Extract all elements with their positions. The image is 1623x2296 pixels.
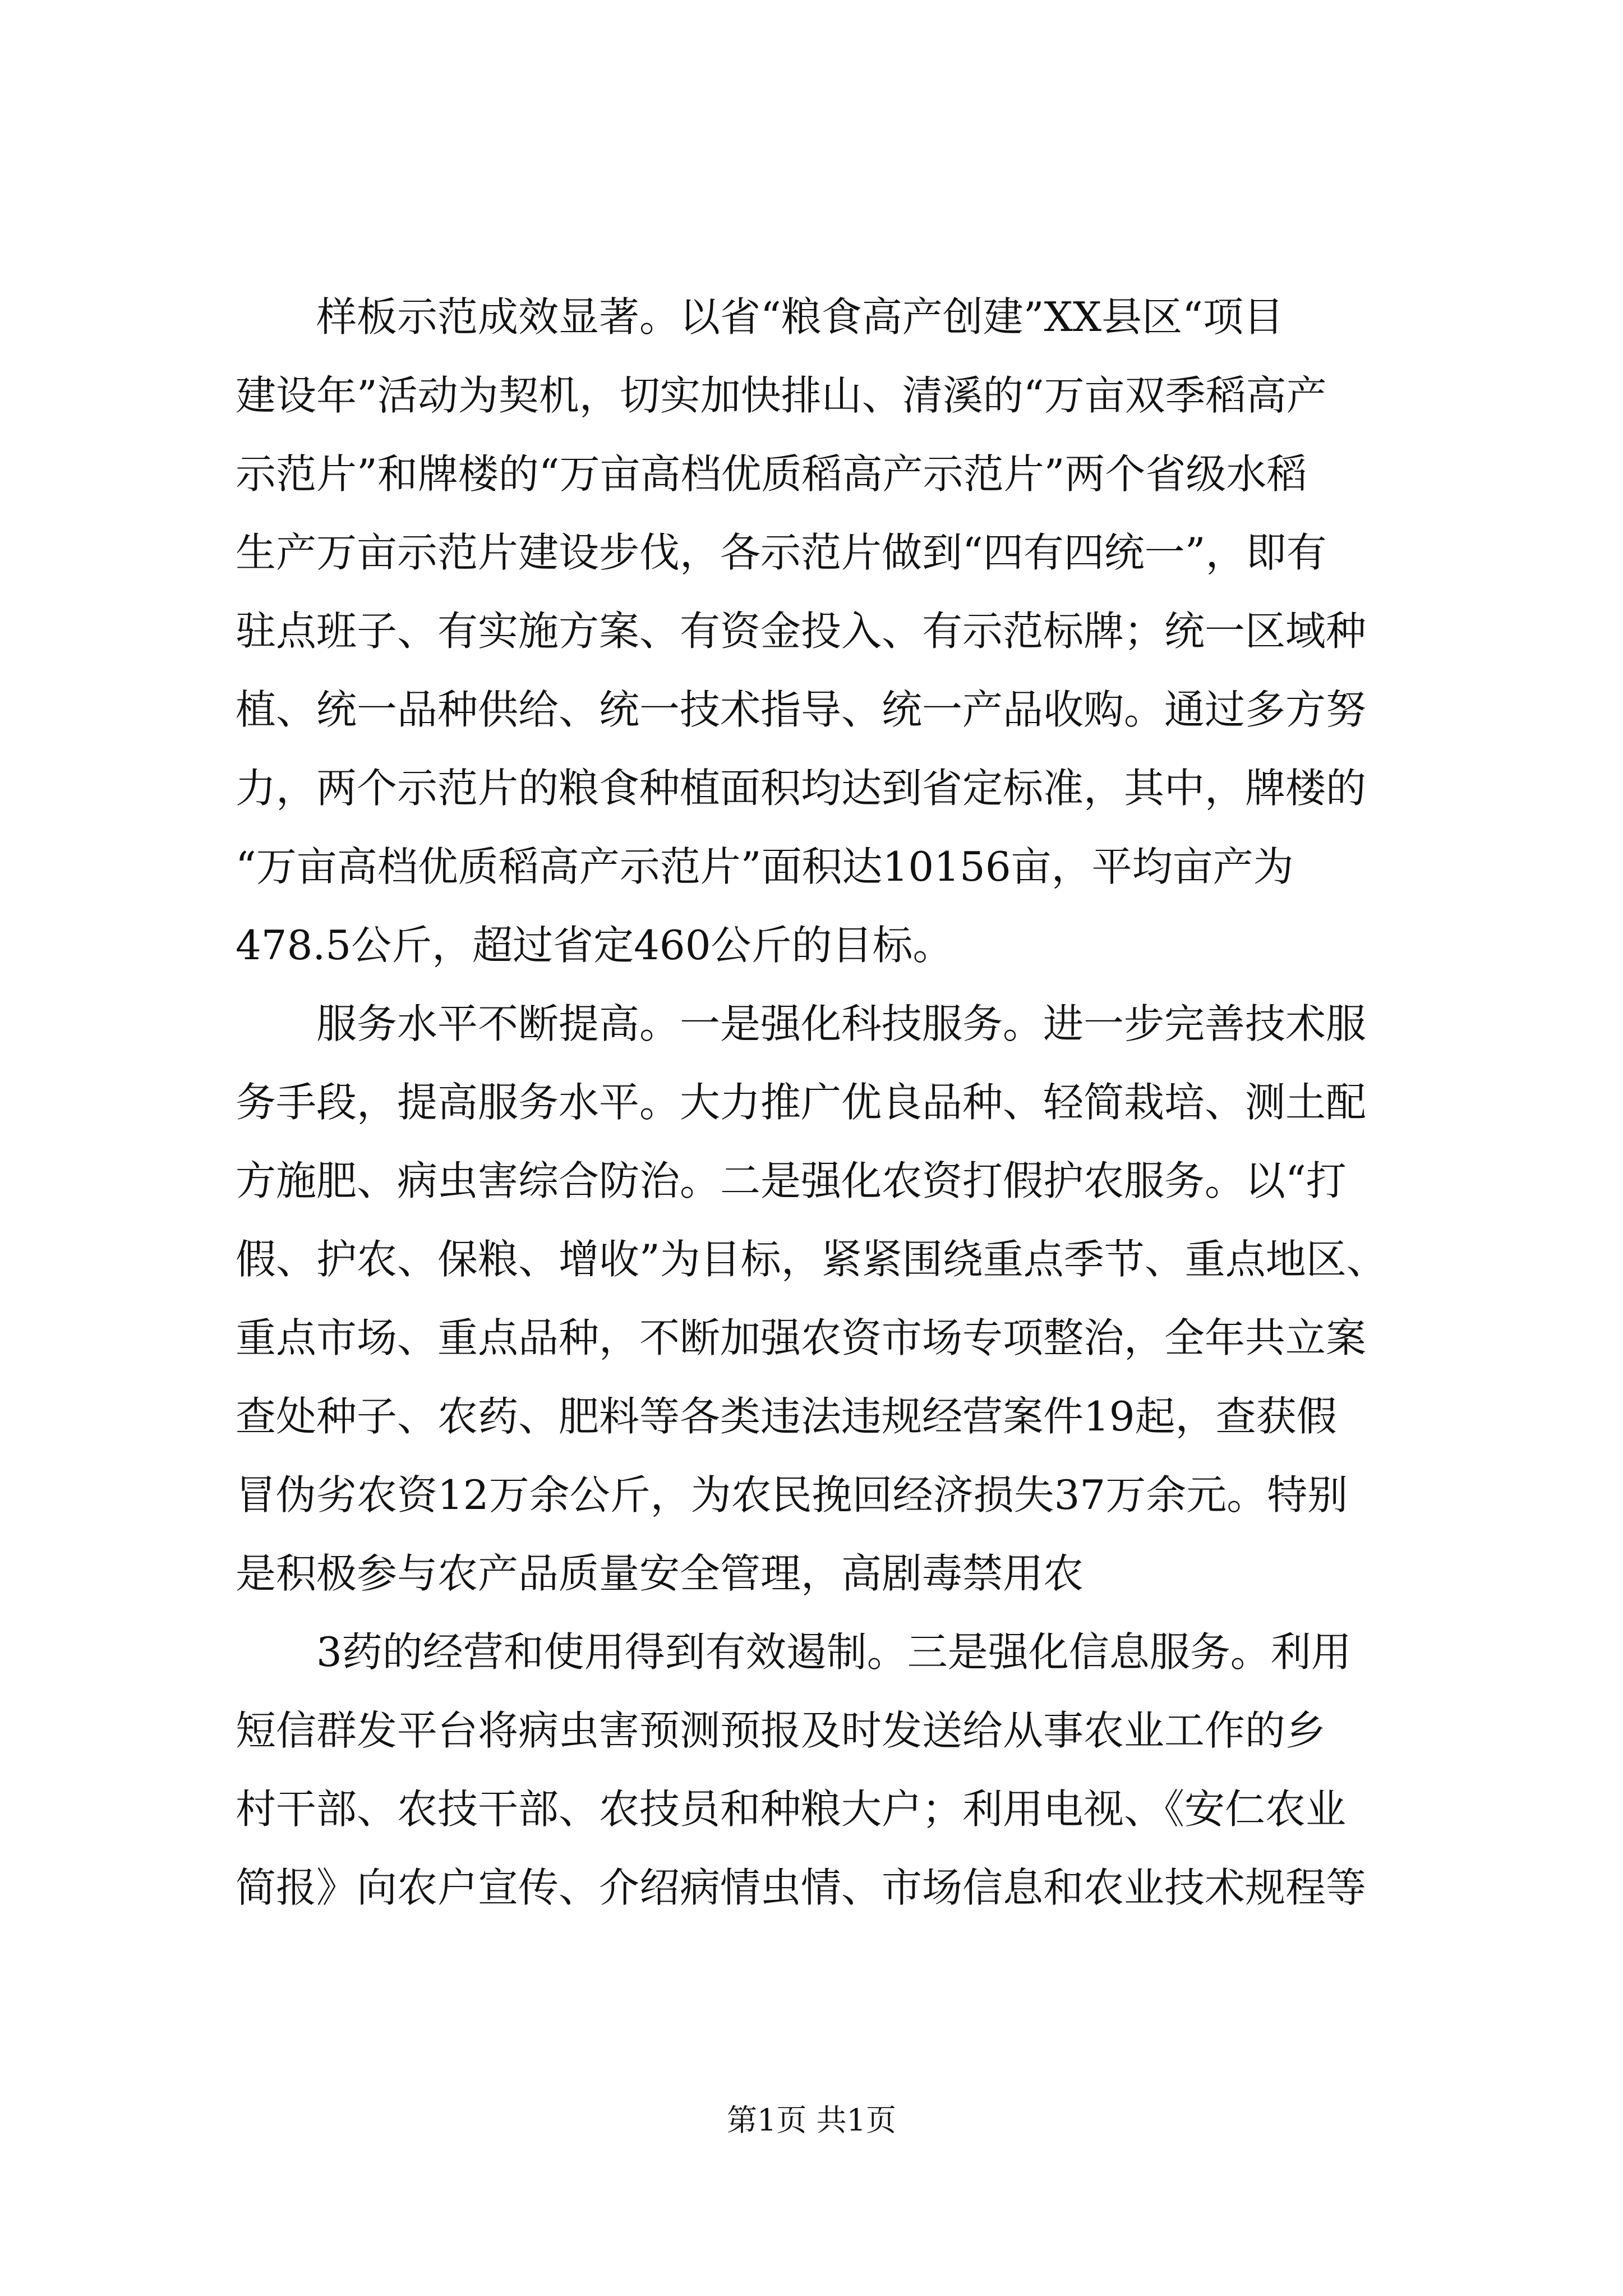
document-body xyxy=(236,278,1430,1927)
paragraph-line: 短信群发平台将病虫害预测预报及时发送给从事农业工作的乡 xyxy=(236,1707,1326,1754)
page-footer: 第1页 共1页 xyxy=(727,2102,896,2138)
paragraph-line: 示范片”和牌楼的“万亩高档优质稻高产示范片”两个省级水稻 xyxy=(236,450,1307,498)
paragraph-line: 力，两个示范片的粮食种植面积均达到省定标准，其中，牌楼的 xyxy=(236,765,1367,812)
paragraph-line: 务手段，提高服务水平。大力推广优良品种、轻简栽培、测土配 xyxy=(236,1079,1367,1126)
paragraph-line: 植、统一品种供给、统一技术指导、统一产品收购。通过多方努 xyxy=(236,686,1367,733)
paragraph-line: 是积极参与农产品质量安全管理，高剧毒禁用农 xyxy=(236,1550,1084,1597)
paragraph-line: 村干部、农技干部、农技员和种粮大户；利用电视、《安仁农业 xyxy=(236,1786,1347,1833)
paragraph-line: 简报》向农户宣传、介绍病情虫情、市场信息和农业技术规程等 xyxy=(236,1864,1367,1911)
paragraph-line: 查处种子、农药、肥料等各类违法违规经营案件19起，查获假 xyxy=(236,1393,1337,1440)
paragraph-line: 生产万亩示范片建设步伐，各示范片做到“四有四统一”，即有 xyxy=(236,529,1327,576)
paragraph-line: 样板示范成效显著。以省“粮食高产创建”XX县区“项目 xyxy=(316,293,1284,341)
paragraph-line: 建设年”活动为契机，切实加快排山、清溪的“万亩双季稻高产 xyxy=(236,372,1327,419)
paragraph-line: 重点市场、重点品种，不断加强农资市场专项整治，全年共立案 xyxy=(236,1314,1367,1361)
paragraph-line: 3药的经营和使用得到有效遏制。三是强化信息服务。利用 xyxy=(316,1628,1352,1676)
paragraph-line: 478.5公斤，超过省定460公斤的目标。 xyxy=(236,922,953,969)
paragraph-line: “万亩高档优质稻高产示范片”面积达10156亩，平均亩产为 xyxy=(236,843,1294,890)
paragraph-line: 假、护农、保粮、增收”为目标，紧紧围绕重点季节、重点地区、 xyxy=(236,1236,1387,1283)
paragraph-line: 冒伪劣农资12万余公斤，为农民挽回经济损失37万余元。特别 xyxy=(236,1471,1348,1519)
paragraph-line: 驻点班子、有实施方案、有资金投入、有示范标牌；统一区域种 xyxy=(236,608,1367,655)
paragraph-line: 方施肥、病虫害综合防治。二是强化农资打假护农服务。以“打 xyxy=(236,1157,1347,1204)
paragraph-line: 服务水平不断提高。一是强化科技服务。进一步完善技术服 xyxy=(316,1000,1367,1047)
